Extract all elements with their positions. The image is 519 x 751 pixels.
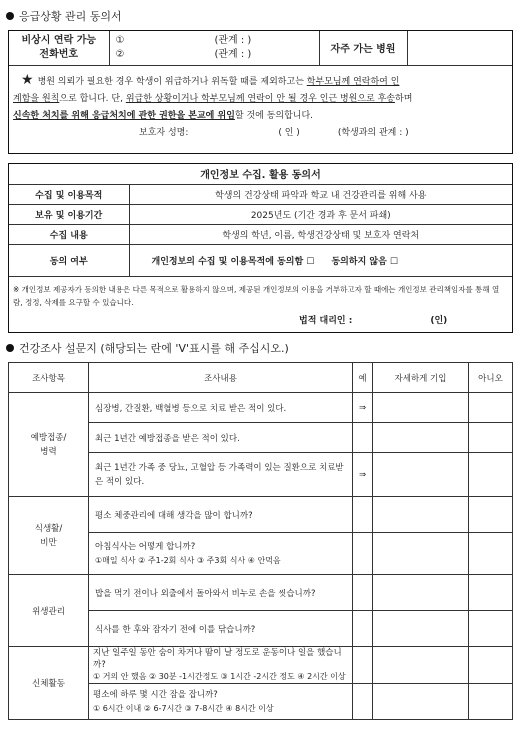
privacy-consent-options	[129, 244, 512, 276]
star-icon: ★	[21, 71, 34, 88]
no-cell[interactable]	[469, 647, 513, 684]
category-cell: 식생활/ 비만	[9, 497, 89, 575]
yes-cell[interactable]	[353, 575, 373, 611]
privacy-consent-box	[8, 163, 513, 333]
disagree-checkbox[interactable]: 동의하지 않음 ☐	[331, 256, 398, 267]
no-cell[interactable]	[469, 684, 513, 720]
privacy-row	[9, 184, 512, 204]
privacy-consent-row	[9, 244, 512, 276]
privacy-row	[9, 224, 512, 244]
survey-header-row	[9, 363, 513, 393]
detail-cell[interactable]	[373, 423, 469, 453]
question-cell	[89, 533, 353, 575]
emergency-section-title	[6, 8, 122, 24]
header-category: 조사항목	[9, 363, 89, 393]
agree-checkbox[interactable]: 개인정보의 수집 및 이용목적에 동의함 ☐	[151, 256, 315, 267]
category-cell: 예방접종/ 병력	[9, 393, 89, 497]
no-cell[interactable]	[469, 497, 513, 533]
detail-cell[interactable]	[373, 533, 469, 575]
hospital-label: 자주 가는 병원	[319, 31, 407, 65]
yes-cell[interactable]	[353, 611, 373, 647]
question-options[interactable]: ① 6시간 이내 ② 6-7시간 ③ 7-8시간 ④ 8시간 이상	[93, 703, 274, 713]
header-detail: 자세하게 기입	[373, 363, 469, 393]
yes-cell[interactable]	[353, 497, 373, 533]
no-cell[interactable]	[469, 393, 513, 423]
consent-p1-u: 학부모님께 연락하여 인	[306, 76, 400, 87]
emergency-consent-box	[8, 30, 513, 154]
privacy-title: 개인정보 수집. 활용 동의서	[9, 164, 512, 184]
consent-p1-a: 병원 의뢰가 필요한 경우 학생이 위급하거나 위독할 때를 제외하고는	[37, 76, 307, 87]
no-cell[interactable]	[469, 453, 513, 497]
no-cell[interactable]	[469, 423, 513, 453]
no-cell[interactable]	[469, 611, 513, 647]
category-cell: 신체활동	[9, 647, 89, 720]
yes-cell[interactable]	[353, 684, 373, 720]
table-row	[9, 393, 513, 423]
question-cell	[89, 684, 353, 720]
privacy-row-label: 수집 내용	[9, 224, 129, 244]
detail-cell[interactable]	[373, 611, 469, 647]
no-cell[interactable]	[469, 575, 513, 611]
arrow-icon: ⇒	[353, 393, 373, 423]
yes-cell[interactable]	[353, 423, 373, 453]
question-text: 최근 1년간 예방접종을 받은 적이 있다.	[89, 423, 353, 453]
question-cell	[89, 647, 353, 684]
privacy-row-value: 학생의 학년, 이름, 학생건강상태 및 보호자 연락처	[129, 224, 512, 244]
survey-table	[8, 362, 513, 720]
consent-p2-u1: 계함을 원칙	[13, 93, 60, 104]
privacy-row-value: 2025년도 (기간 경과 후 문서 파쇄)	[129, 204, 512, 224]
emergency-contact-table	[9, 31, 512, 66]
consent-line-3	[13, 108, 508, 125]
privacy-row-label: 수집 및 이용목적	[9, 184, 129, 204]
detail-cell[interactable]	[373, 684, 469, 720]
hospital-input-cell[interactable]	[407, 31, 512, 65]
survey-section-title	[6, 340, 289, 356]
contact-label-cell	[9, 31, 109, 65]
yes-cell[interactable]	[353, 533, 373, 575]
contact-label-1: 비상시 연락 가능	[21, 34, 97, 46]
consent-p3-a: 할 것에 동의합니다.	[234, 110, 314, 121]
header-content: 조사내용	[89, 363, 353, 393]
phone-mark-1: ①	[115, 34, 125, 46]
guardian-seal: ( 인 )	[278, 127, 300, 138]
detail-cell[interactable]	[373, 575, 469, 611]
category-cell: 위생관리	[9, 575, 89, 647]
arrow-icon: ⇒	[353, 453, 373, 497]
question-text: 밥을 먹기 전이나 외출에서 돌아와서 비누로 손을 씻습니까?	[89, 575, 353, 611]
privacy-note: ※ 개인정보 제공자가 동의한 내용은 다른 목적으로 활용하지 않으며, 제공된 개인정보의 이용을 거부하고자 할 때에는 개인정보 관리책임자를 통해 열람, 정정, 삭제를 요구할 수 있습니다.	[13, 284, 500, 307]
question-text: 지난 일주일 동안 숨이 차거나 땀이 날 정도로 운동이나 일을 했습니까?	[93, 648, 342, 670]
consent-line-1	[13, 72, 508, 91]
question-text: 식사를 한 후와 잠자기 전에 이를 닦습니까?	[89, 611, 353, 647]
guardian-name-label: 보호자 성명:	[139, 127, 189, 138]
question-options[interactable]: ① 거의 안 했음 ② 30분 -1시간정도 ③ 1시간 -2시간 정도 ④ 2시간 이상	[93, 672, 346, 681]
privacy-consent-label: 동의 여부	[9, 244, 129, 276]
question-text: 심장병, 간질환, 백혈병 등으로 치료 받은 적이 있다.	[89, 393, 353, 423]
table-row	[9, 497, 513, 533]
detail-cell[interactable]	[373, 453, 469, 497]
legal-agent-line	[299, 313, 447, 326]
guardian-signature-line	[13, 125, 508, 142]
privacy-row-value: 학생의 건강상태 파악과 학교 내 건강관리를 위해 사용	[129, 184, 512, 204]
question-text: 평소에 하루 몇 시간 잠을 잡니까?	[93, 689, 218, 700]
bullet-icon	[6, 344, 14, 352]
header-no: 아니오	[469, 363, 513, 393]
survey-table-wrap	[8, 362, 513, 720]
contact-label-2: 전화번호	[39, 48, 79, 60]
phone-mark-2: ②	[115, 48, 125, 60]
consent-p3-u: 신속한 처치를 위해 응급처치에 관한 권한을 본교에 위임	[13, 110, 235, 121]
header-yes: 예	[353, 363, 373, 393]
question-text: 평소 체중관리에 대해 생각을 많이 합니까?	[89, 497, 353, 533]
consent-p2-b: 하며	[395, 93, 413, 104]
no-cell[interactable]	[469, 533, 513, 575]
privacy-row	[9, 204, 512, 224]
relation-2: (관계 : )	[214, 48, 252, 60]
survey-title-text: 건강조사 설문지 (해당되는 란에 'V'표시를 해 주십시오.)	[19, 342, 289, 355]
detail-cell[interactable]	[373, 647, 469, 684]
privacy-row-label: 보유 및 이용기간	[9, 204, 129, 224]
question-text: 아침식사는 어떻게 합니까?	[95, 541, 196, 552]
bullet-icon	[6, 12, 14, 20]
consent-line-2	[13, 91, 508, 108]
table-row	[9, 647, 513, 684]
legal-agent-seal: (인)	[430, 316, 448, 326]
emergency-title-text: 응급상황 관리 동의서	[19, 10, 122, 23]
yes-cell[interactable]	[353, 647, 373, 684]
detail-cell[interactable]	[373, 393, 469, 423]
emergency-consent-text	[9, 66, 512, 142]
consent-p2-a: 으로 합니다. 단,	[59, 93, 126, 104]
relation-1: (관계 : )	[214, 34, 252, 46]
detail-cell[interactable]	[373, 497, 469, 533]
contact-phone-cell[interactable]	[109, 31, 319, 65]
consent-p2-u2: 위급한 상황이거나 학부모님께 연락이 안 될 경우 인근 병원으로 후송	[125, 93, 395, 104]
legal-agent-label: 법적 대리인 :	[299, 316, 353, 326]
question-options[interactable]: ①매일 식사 ② 주1-2회 식사 ③ 주3회 식사 ④ 안먹음	[95, 555, 281, 565]
student-relation: (학생과의 관계 : )	[337, 127, 409, 138]
table-row	[9, 575, 513, 611]
question-text: 최근 1년간 가족 중 당뇨, 고혈압 등 가족력이 있는 질환으로 치료받은 적이 있다.	[89, 453, 353, 497]
privacy-table	[9, 164, 512, 277]
